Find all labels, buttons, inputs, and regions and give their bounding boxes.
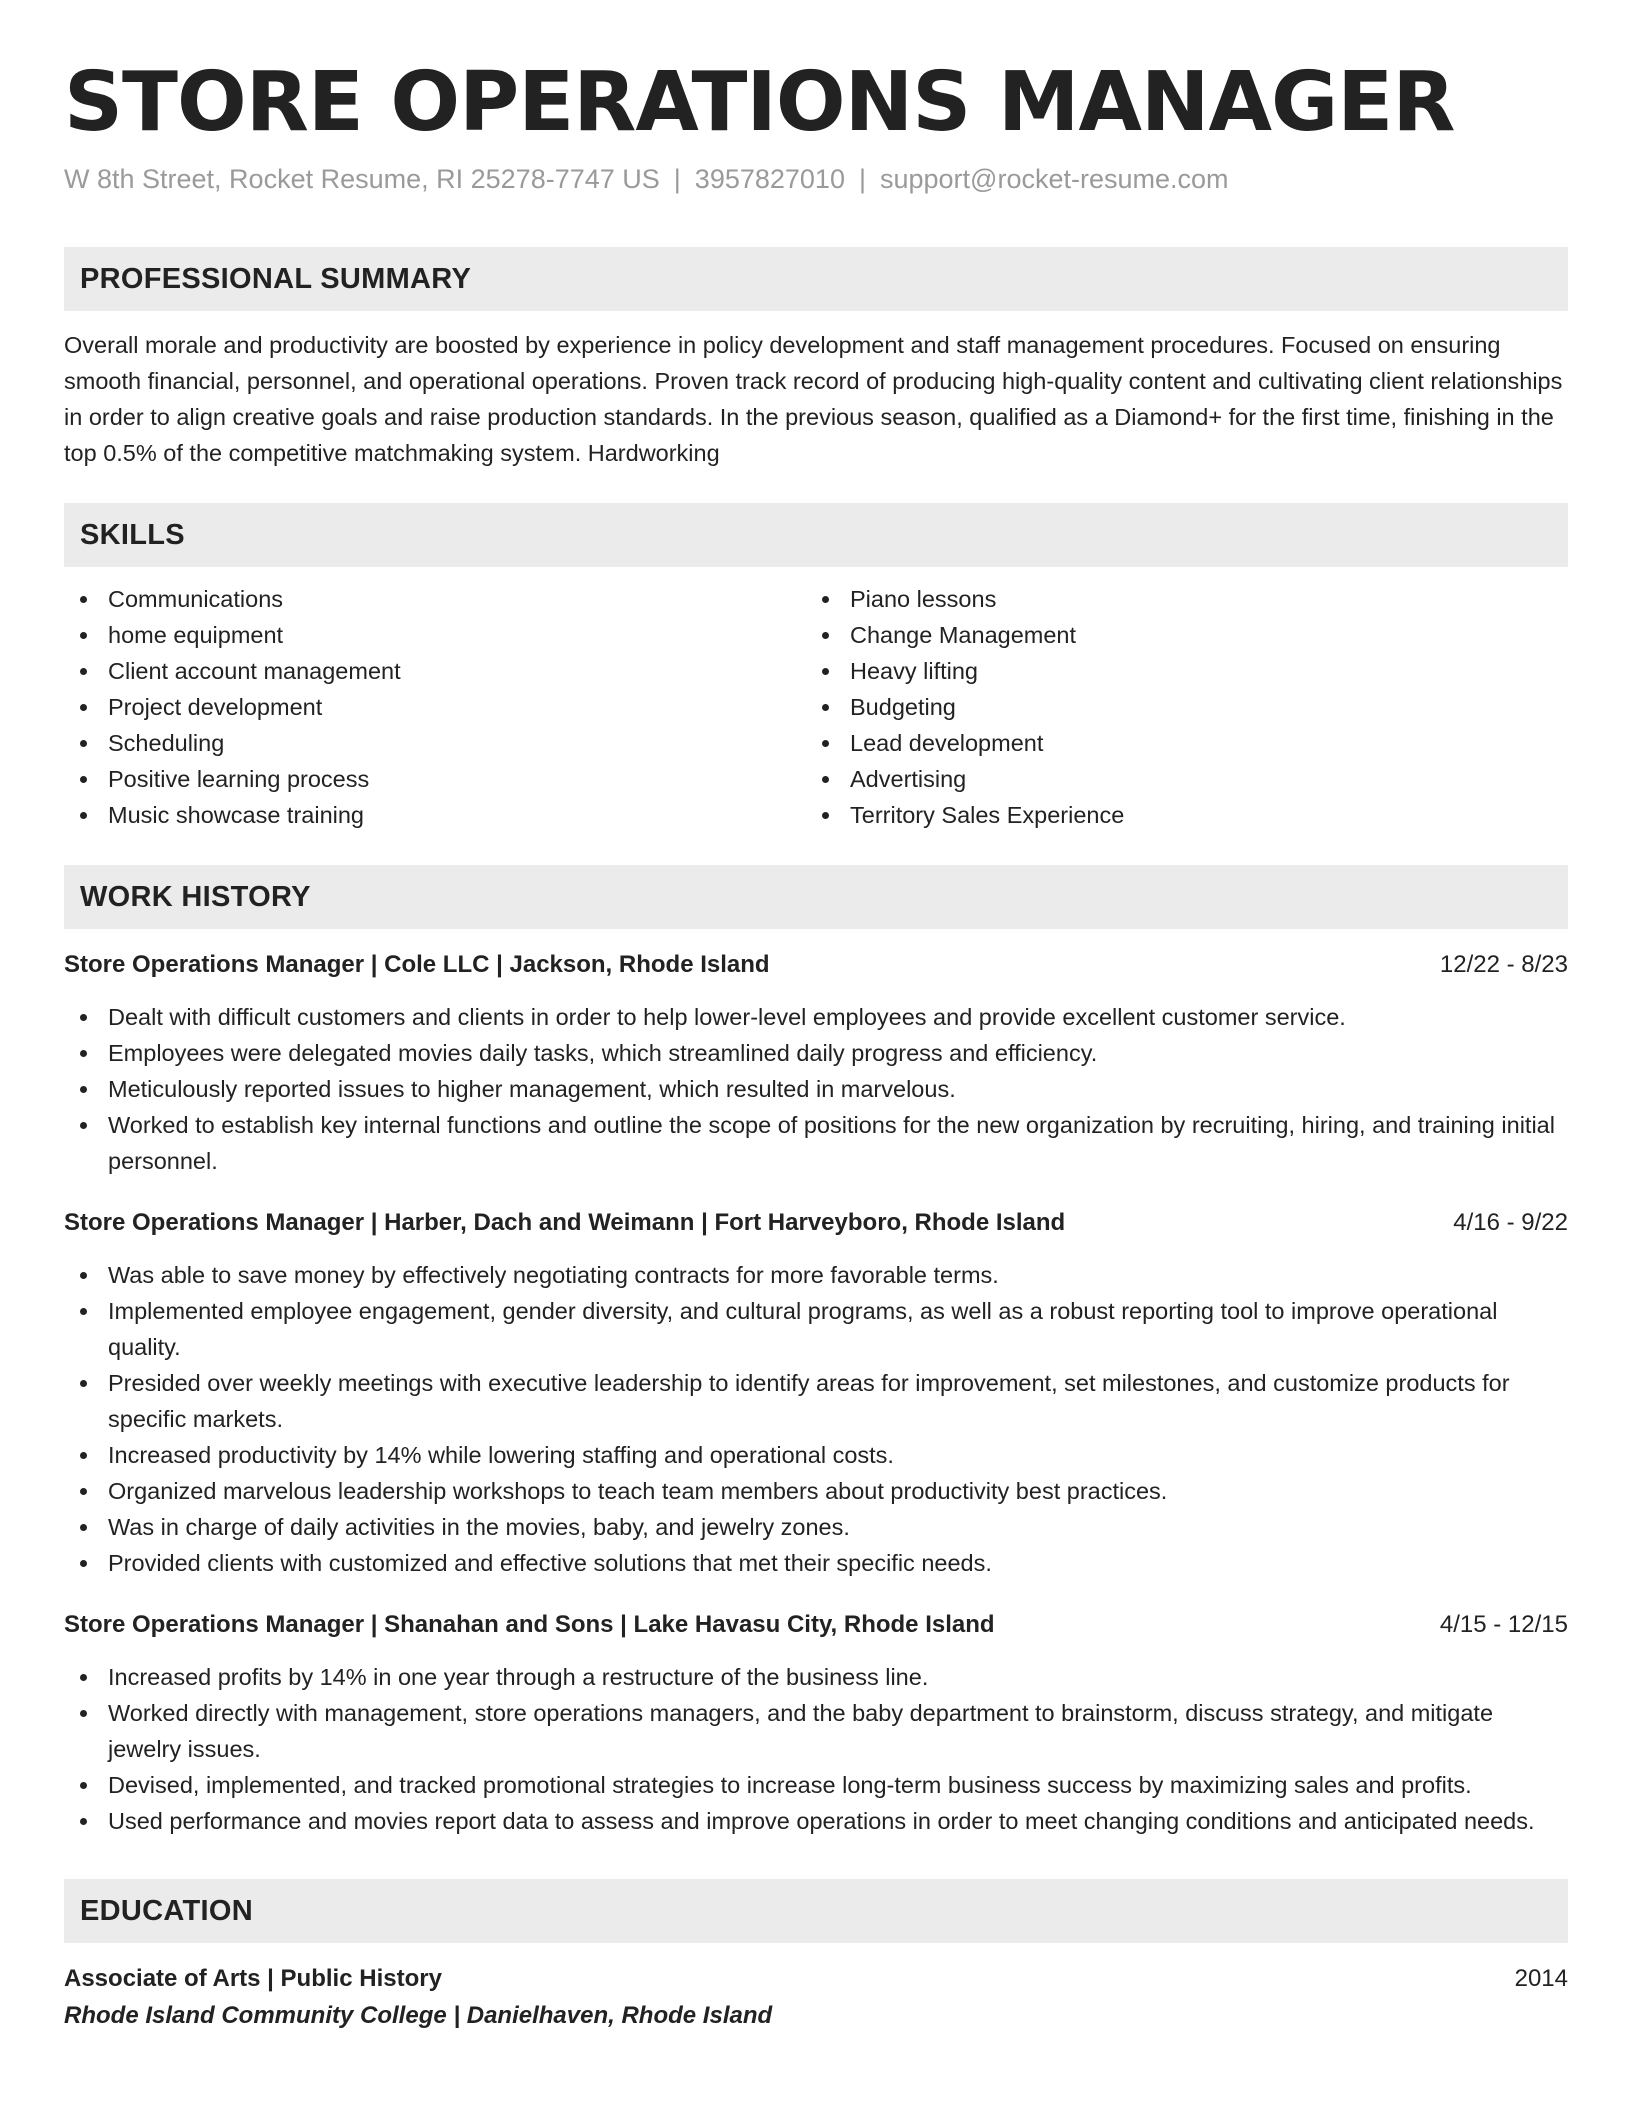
skill-item: Change Management [806,617,1548,653]
skills-list [64,581,1568,833]
job-bullet: Implemented employee engagement, gender diversity, and cultural programs, as well as a robust reporting tool to improve operational quality. [64,1293,1568,1365]
education-degree: Associate of Arts | Public History [64,1965,442,1993]
job-entry [64,947,1568,1179]
contact-line [64,164,1568,195]
work-section-header [64,865,1568,929]
skill-item: Communications [64,581,806,617]
job-bullet: Worked directly with management, store operations managers, and the baby department to brainstorm, discuss strategy, and mitigate jewelry issues. [64,1695,1568,1767]
job-bullet: Was able to save money by effectively negotiating contracts for more favorable terms. [64,1257,1568,1293]
skill-item: Scheduling [64,725,806,761]
job-header [64,947,1568,983]
job-bullet: Increased profits by 14% in one year through a restructure of the business line. [64,1659,1568,1695]
skill-item: Territory Sales Experience [806,797,1548,833]
job-title: Store Operations Manager | Shanahan and Sons | Lake Havasu City, Rhode Island [64,1611,995,1639]
skill-item: home equipment [64,617,806,653]
skill-item: Piano lessons [806,581,1548,617]
skill-item: Lead development [806,725,1548,761]
summary-text: Overall morale and productivity are boosted by experience in policy development and staff management procedures. Focused on ensuring smooth financial, personnel, and operational operations. Proven track record of producing high-quality content and cultivating client relationships in order to align creative goals and raise production standards. In the previous season, qualified as a Diamond+ for the first time, finishing in the top 0.5% of the competitive matchmaking system. Hardworking [64,332,1563,467]
skills-column-right [806,581,1548,833]
skill-item: Client account management [64,653,806,689]
education-section-header [64,1879,1568,1943]
job-title: Store Operations Manager | Harber, Dach and Weimann | Fort Harveyboro, Rhode Island [64,1209,1066,1237]
education-school: Rhode Island Community College | Danielhaven, Rhode Island [64,2002,773,2030]
job-bullet: Devised, implemented, and tracked promotional strategies to increase long-term business success by maximizing sales and profits. [64,1767,1568,1803]
contact-separator: | [673,164,681,195]
skills-column-left [64,581,806,833]
job-header [64,1607,1568,1643]
contact-phone: 3957827010 [694,164,845,195]
job-dates: 4/16 - 9/22 [1453,1209,1568,1237]
work-heading: WORK HISTORY [80,880,311,913]
job-bullet: Was in charge of daily activities in the movies, baby, and jewelry zones. [64,1509,1568,1545]
contact-email: support@rocket-resume.com [879,164,1229,195]
resume-name: STORE OPERATIONS MANAGER [64,55,1455,150]
job-entry [64,1205,1568,1581]
skill-item: Budgeting [806,689,1548,725]
job-bullet: Dealt with difficult customers and clients in order to help lower-level employees and provide excellent customer service. [64,999,1568,1035]
job-bullets [64,1659,1568,1839]
job-dates: 4/15 - 12/15 [1439,1611,1568,1639]
job-bullet: Employees were delegated movies daily tasks, which streamlined daily progress and efficiency. [64,1035,1568,1071]
summary-heading: PROFESSIONAL SUMMARY [80,262,472,295]
skill-item: Project development [64,689,806,725]
skill-item: Positive learning process [64,761,806,797]
summary-section-header [64,247,1568,311]
skill-item: Heavy lifting [806,653,1548,689]
job-bullet: Worked to establish key internal functions and outline the scope of positions for the new organization by recruiting, hiring, and training initial personnel. [64,1107,1568,1179]
skill-item: Music showcase training [64,797,806,833]
contact-separator: | [858,164,866,195]
education-entry [64,1961,1568,2035]
job-bullet: Used performance and movies report data to assess and improve operations in order to meet changing conditions and anticipated needs. [64,1803,1568,1839]
job-bullet: Meticulously reported issues to higher management, which resulted in marvelous. [64,1071,1568,1107]
education-heading: EDUCATION [80,1894,253,1927]
job-dates: 12/22 - 8/23 [1439,951,1568,979]
job-title: Store Operations Manager | Cole LLC | Jackson, Rhode Island [64,951,770,979]
job-header [64,1205,1568,1241]
job-bullet: Organized marvelous leadership workshops to teach team members about productivity best practices. [64,1473,1568,1509]
job-bullets [64,1257,1568,1581]
education-header [64,1961,1568,1997]
job-bullet: Provided clients with customized and effective solutions that met their specific needs. [64,1545,1568,1581]
skills-section-header [64,503,1568,567]
contact-address: W 8th Street, Rocket Resume, RI 25278-7747 US [64,164,660,195]
education-year: 2014 [1514,1965,1568,1993]
job-bullet: Presided over weekly meetings with executive leadership to identify areas for improvement, set milestones, and customize products for specific markets. [64,1365,1568,1437]
skills-heading: SKILLS [80,518,185,551]
job-entry [64,1607,1568,1839]
job-bullets [64,999,1568,1179]
skill-item: Advertising [806,761,1548,797]
job-bullet: Increased productivity by 14% while lowering staffing and operational costs. [64,1437,1568,1473]
